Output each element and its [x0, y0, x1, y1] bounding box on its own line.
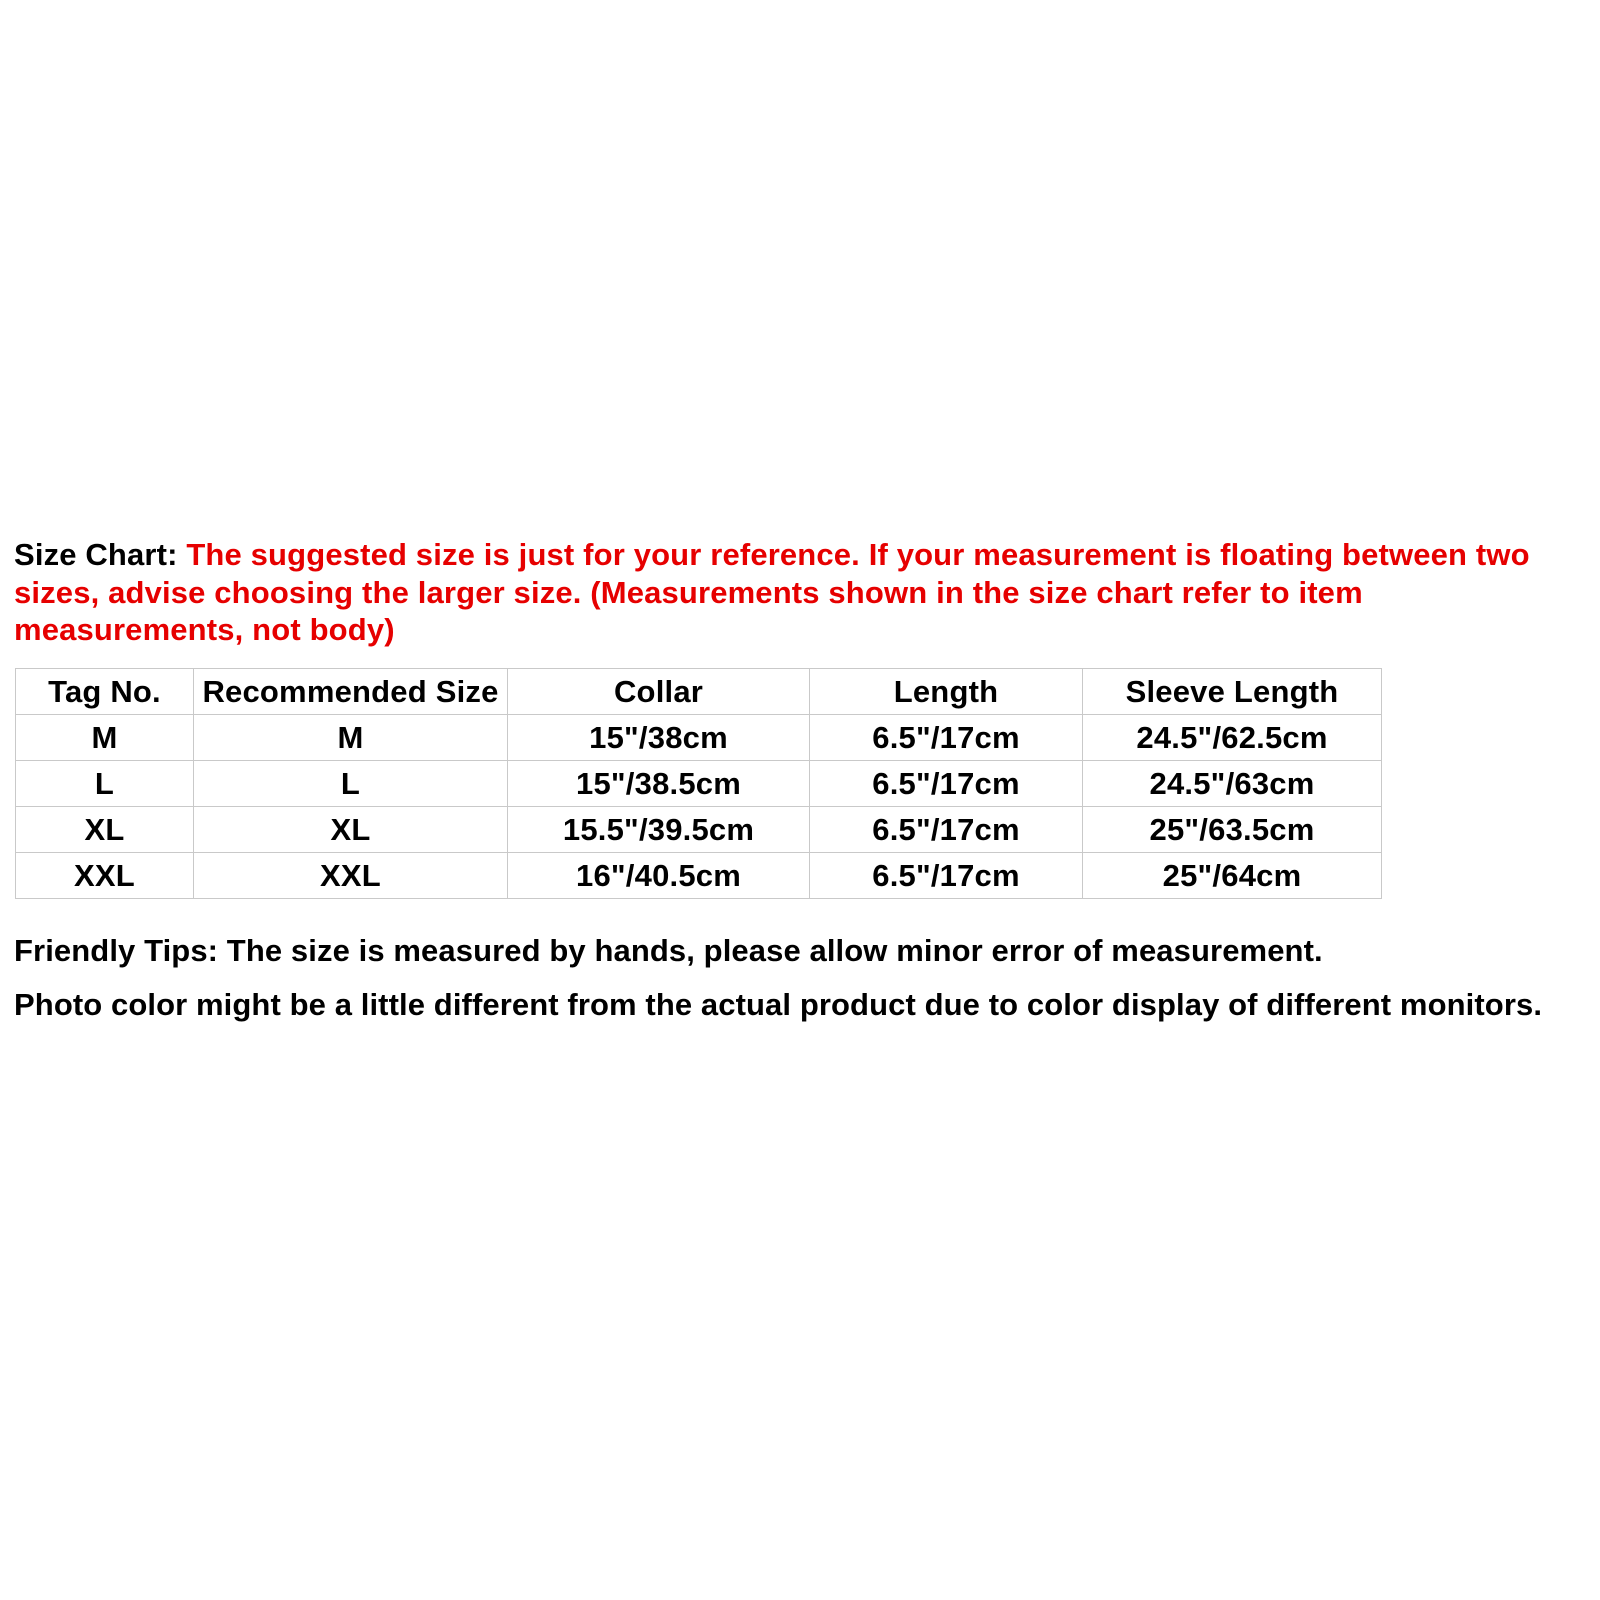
cell-collar: 15"/38cm [508, 715, 810, 761]
cell-collar: 15.5"/39.5cm [508, 807, 810, 853]
cell-collar: 16"/40.5cm [508, 853, 810, 899]
cell-tag-no: XXL [16, 853, 194, 899]
header-sleeve-length: Sleeve Length [1083, 669, 1382, 715]
cell-tag-no: L [16, 761, 194, 807]
header-collar: Collar [508, 669, 810, 715]
header-recommended-size: Recommended Size [194, 669, 508, 715]
photo-color-note: Photo color might be a little different from the actual product due to color display of different monitors. [14, 987, 1543, 1022]
header-tag-no: Tag No. [16, 669, 194, 715]
friendly-tips: Friendly Tips: The size is measured by hands, please allow minor error of measurement. [14, 933, 1323, 968]
cell-length: 6.5"/17cm [810, 715, 1083, 761]
table-row [16, 761, 1382, 807]
table-row [16, 853, 1382, 899]
cell-tag-no: XL [16, 807, 194, 853]
table-row [16, 807, 1382, 853]
cell-collar: 15"/38.5cm [508, 761, 810, 807]
size-table [15, 668, 1382, 899]
table-row [16, 715, 1382, 761]
size-chart-intro [14, 536, 1594, 649]
size-reference-note: The suggested size is just for your reference. If your measurement is floating between two sizes, advise choosing the larger size. (Measurements shown in the size chart refer to item measurements, not body) [14, 537, 1530, 647]
cell-recommended-size: XXL [194, 853, 508, 899]
cell-sleeve-length: 25"/64cm [1083, 853, 1382, 899]
cell-length: 6.5"/17cm [810, 761, 1083, 807]
cell-recommended-size: M [194, 715, 508, 761]
cell-sleeve-length: 24.5"/63cm [1083, 761, 1382, 807]
cell-recommended-size: XL [194, 807, 508, 853]
header-length: Length [810, 669, 1083, 715]
size-chart-label: Size Chart: [14, 537, 178, 572]
cell-length: 6.5"/17cm [810, 807, 1083, 853]
cell-recommended-size: L [194, 761, 508, 807]
cell-sleeve-length: 24.5"/62.5cm [1083, 715, 1382, 761]
cell-tag-no: M [16, 715, 194, 761]
table-header-row [16, 669, 1382, 715]
cell-length: 6.5"/17cm [810, 853, 1083, 899]
cell-sleeve-length: 25"/63.5cm [1083, 807, 1382, 853]
